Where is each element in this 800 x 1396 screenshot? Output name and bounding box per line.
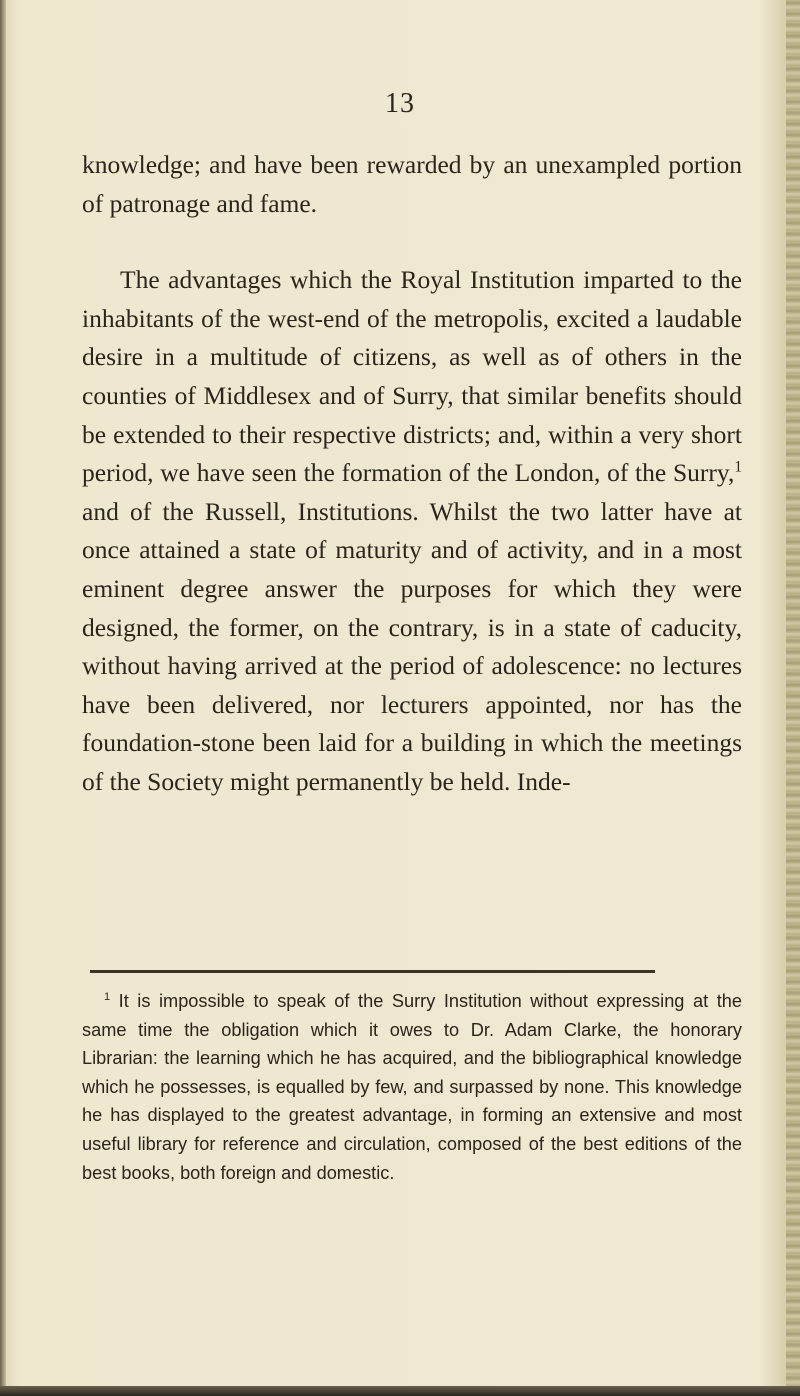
page-gutter-shadow [0,0,6,1396]
footnote-rule [90,970,655,973]
page-number: 13 [385,88,415,119]
paragraph-2 [82,261,742,801]
footnote [82,987,742,1187]
footnote-reference: 1 [734,458,742,476]
footnote-text: It is impossible to speak of the Surry Institution without expressing at the same time the obligation which it owes to Dr. Adam Clarke, the honorary Librarian: the learning which he has acquired, and the bibliographical knowledge which he possesses, is equalled by few, and surpassed by none. This knowledge he has displayed to the greatest advantage, in forming an extensive and most useful library for reference and circulation, composed of the best editions of the best books, both foreign and domestic. [82,991,742,1183]
footnote-mark: 1 [104,990,111,1003]
body-text [82,146,742,802]
paragraph-2-before-note: The advantages which the Royal Institution imparted to the inhabitants of the west-end of the metropolis, excited a laudable desire in a multitude of citizens, as well as of others in the counties of Middlesex and of Surry, that similar benefits should be extended to their respective districts; and, within a very short period, we have seen the formation of the London, of the Surry, [82,265,742,488]
page-edge-texture [786,0,800,1396]
page-bottom-edge [0,1386,800,1396]
paragraph-2-after-note: and of the Russell, Institutions. Whilst the two latter have at once attained a state of maturity and of activity, and in a most eminent degree answer the purposes for which they were designed, the former, on the contrary, is in a state of caducity, without having arrived at the period of adolescence: no lectures have been delivered, nor lecturers appointed, nor has the foundation-stone been laid for a building in which the meetings of the Society might permanently be held. Inde- [82,496,742,796]
paragraph-1: knowledge; and have been rewarded by an unexampled portion of patronage and fame. [82,150,742,218]
